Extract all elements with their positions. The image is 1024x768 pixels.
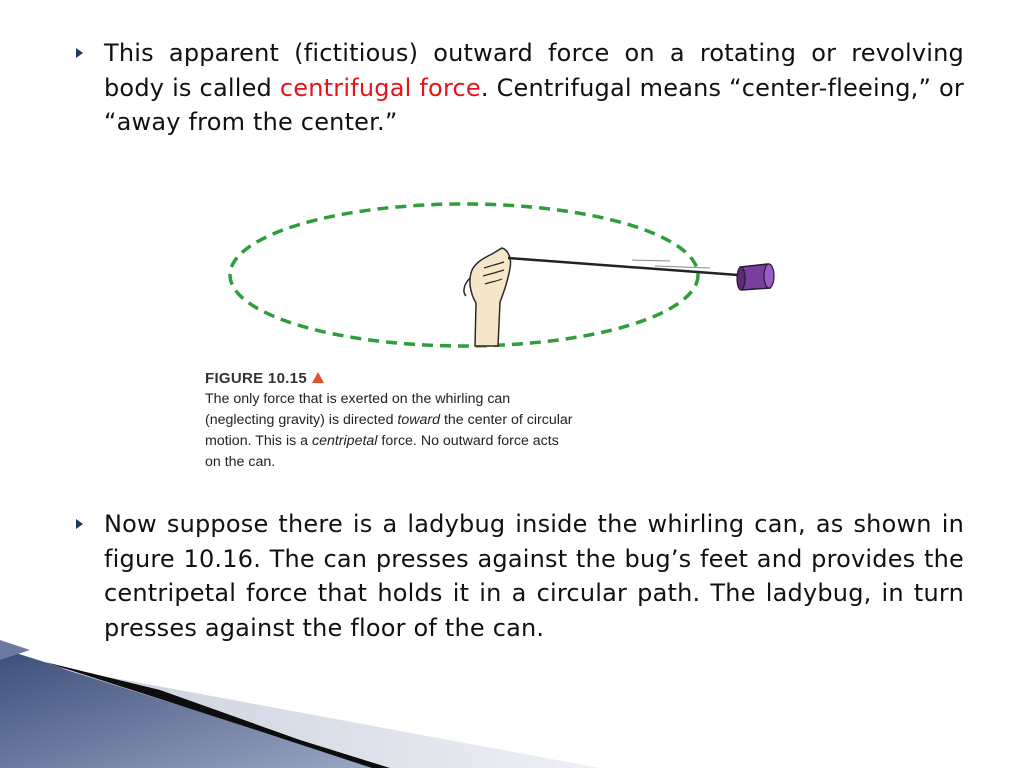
highlighted-term: centrifugal force [279, 73, 481, 102]
bullet-text-part: . Centrifugal means “center-fleeing,” or “away from the center.” [104, 73, 964, 136]
bullet-text-part: This apparent (fictitious) outward force on a rotating or revolving body is called [104, 39, 964, 102]
figure-caption-text: The only force that is exerted on the whirling can (neglecting gravity) is directed toward the center of circular motion. This is a centripetal force. No outward force acts on the can. [205, 391, 573, 470]
figure-title: FIGURE 10.15 [205, 368, 575, 389]
bullet-text: Now suppose there is a ladybug inside the whirling can, as shown in figure 10.16. The can presses against the bug’s feet and provides the centripetal force that holds it in a circular path. The ladybug, in turn presses against the floor of the can. [104, 510, 964, 642]
